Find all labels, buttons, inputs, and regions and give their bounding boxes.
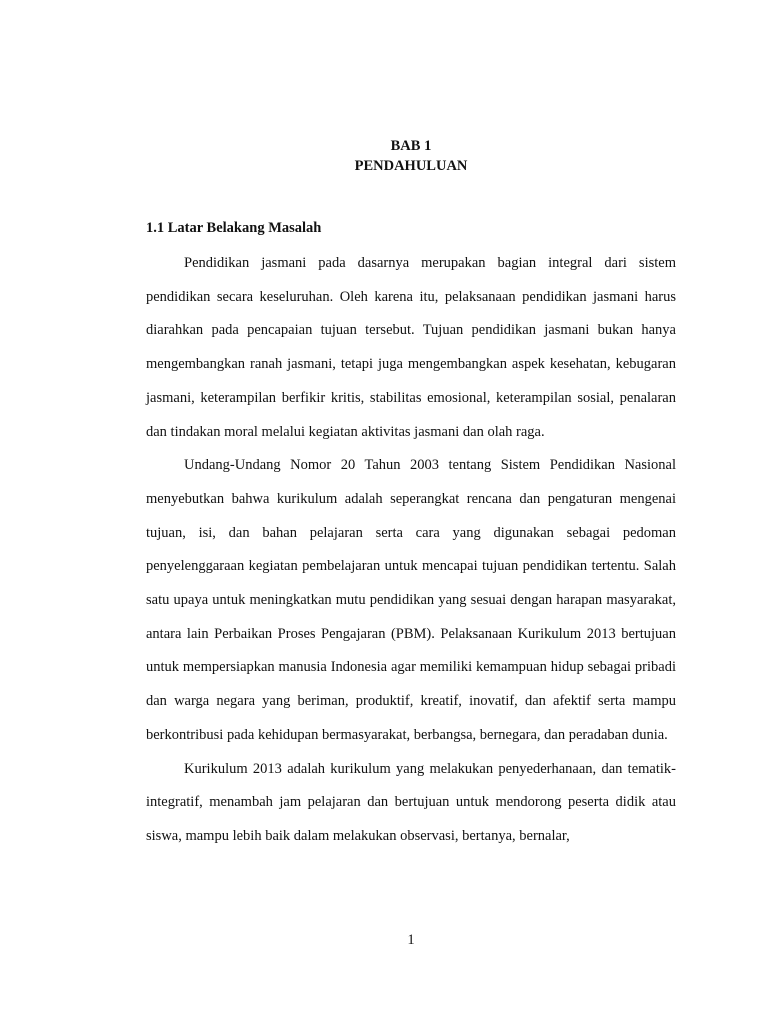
section-heading: 1.1 Latar Belakang Masalah [146,220,322,236]
chapter-number: BAB 1 [390,138,432,154]
chapter-title: PENDAHULUAN [354,158,468,174]
paragraph: Undang-Undang Nomor 20 Tahun 2003 tentang Sistem Pendidikan Nasional menyebutkan bahwa kurikulum adalah seperangkat rencana dan pengaturan mengenai tujuan, isi, dan bahan pelajaran serta cara yang digunakan sebagai pedoman penyelenggaraan kegiatan pembelajaran untuk mencapai tujuan pendidikan tertentu. Salah satu upaya untuk meningkatkan mutu pendidikan yang sesuai dengan harapan masyarakat, antara lain Perbaikan Proses Pengajaran (PBM). Pelaksanaan Kurikulum 2013 bertujuan untuk mempersiapkan manusia Indonesia agar memiliki kemampuan hidup sebagai pribadi dan warga negara yang beriman, produktif, kreatif, inovatif, dan afektif serta mampu berkontribusi pada kehidupan bermasyarakat, berbangsa, bernegara, dan peradaban dunia. [146,457,676,743]
paragraph: Pendidikan jasmani pada dasarnya merupakan bagian integral dari sistem pendidikan secara keseluruhan. Oleh karena itu, pelaksanaan pendidikan jasmani harus diarahkan pada pencapaian tujuan tersebut. Tujuan pendidikan jasmani bukan hanya mengembangkan ranah jasmani, tetapi juga mengembangkan aspek kesehatan, kebugaran jasmani, keterampilan berfikir kritis, stabilitas emosional, keterampilan sosial, penalaran dan tindakan moral melalui kegiatan aktivitas jasmani dan olah raga. [146,255,676,440]
paragraph: Kurikulum 2013 adalah kurikulum yang melakukan penyederhanaan, dan tematik-integratif, menambah jam pelajaran dan bertujuan untuk mendorong peserta didik atau siswa, mampu lebih baik dalam melakukan observasi, bertanya, bernalar, [146,760,676,844]
page-number: 1 [407,932,415,948]
body-text [146,247,676,854]
